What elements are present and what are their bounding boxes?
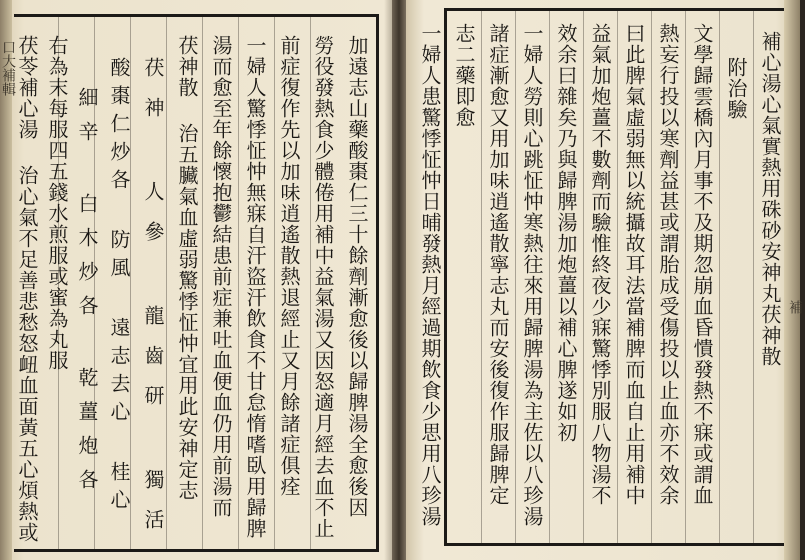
column-rule xyxy=(651,11,652,543)
column-rule xyxy=(617,11,618,543)
column-rule xyxy=(685,11,686,543)
column-rule xyxy=(238,17,239,549)
left-page-frame xyxy=(14,14,379,552)
text-column: 勞役發熱食少體倦用補中益氣湯又因怒適月經去血不止 xyxy=(311,35,335,539)
column-rule xyxy=(481,11,482,543)
column-rule xyxy=(583,11,584,543)
text-column: 一婦人驚悸怔忡無寐自汗盜汗飲食不甘怠惰嗜臥用歸脾 xyxy=(243,35,267,539)
text-column: 右為末每服四五錢水煎服或蜜為丸服 xyxy=(45,35,69,371)
herb-list-row: 細辛 白木炒各 乾薑炮各 xyxy=(75,87,99,503)
text-column: 諸症漸愈又用加味逍遙散寧志丸而安後復作服歸脾定 xyxy=(486,23,510,506)
text-column: 志二藥即愈 xyxy=(452,23,476,128)
column-rule xyxy=(202,17,203,549)
text-column: 前症復作先以加味逍遙散熱退經止又月餘諸症俱痊 xyxy=(277,35,301,497)
section-title: 補心湯心氣實熱用硃砂安神丸茯神散 xyxy=(758,31,782,367)
text-column: 文學歸雲橋內月事不及期忽崩血昏憒發熱不寐或謂血 xyxy=(690,23,714,506)
column-rule xyxy=(753,11,754,543)
column-rule xyxy=(515,11,516,543)
right-page xyxy=(404,0,800,560)
text-column: 益氣加炮薑不數劑而驗惟終夜少寐驚悸別服八物湯不 xyxy=(588,23,612,506)
text-column: 曰此脾氣虛弱無以統攝故耳法當補脾而血自止用補中 xyxy=(622,23,646,506)
text-column: 茯神散 治五臟氣血虛弱驚悸怔忡宜用此安神定志 xyxy=(175,35,199,501)
text-column: 加遠志山藥酸棗仁三十餘劑漸愈後以歸脾湯全愈後因 xyxy=(345,35,369,518)
column-rule xyxy=(166,17,167,549)
left-page xyxy=(0,0,396,560)
text-column: 茯苓補心湯 治心氣不足善悲愁怒衄血面黃五心煩熱或 xyxy=(15,35,39,543)
column-rule xyxy=(719,11,720,543)
column-rule xyxy=(549,11,550,543)
text-column: 效余曰雜矣乃與歸脾湯加炮薑以補心脾遂如初 xyxy=(554,23,578,443)
column-rule xyxy=(274,17,275,549)
text-column: 熱妄行投以寒劑益甚或謂胎成受傷投以止血亦不效余 xyxy=(656,23,680,506)
herb-list-row: 茯神 人參 龍齒研 獨活 xyxy=(141,57,165,549)
section-heading: 附治驗 xyxy=(724,57,748,120)
right-page-frame xyxy=(418,8,790,546)
right-edge-text: 補 xyxy=(787,300,803,314)
text-column: 一婦人患驚悸怔忡日晡發熱月經過期飲食少思用八珍湯 xyxy=(418,23,442,527)
text-column: 一婦人勞則心跳怔忡寒熱往來用歸脾湯為主佐以八珍湯 xyxy=(520,23,544,527)
right-page-edge xyxy=(784,0,803,560)
herb-list-row: 酸棗仁炒各 防風 遠志去心 桂心 xyxy=(107,57,131,517)
text-column: 湯而愈至年餘懷抱鬱結患前症兼吐血便血仍用前湯而 xyxy=(209,35,233,518)
left-edge-text: 口大補輯 xyxy=(0,40,16,96)
